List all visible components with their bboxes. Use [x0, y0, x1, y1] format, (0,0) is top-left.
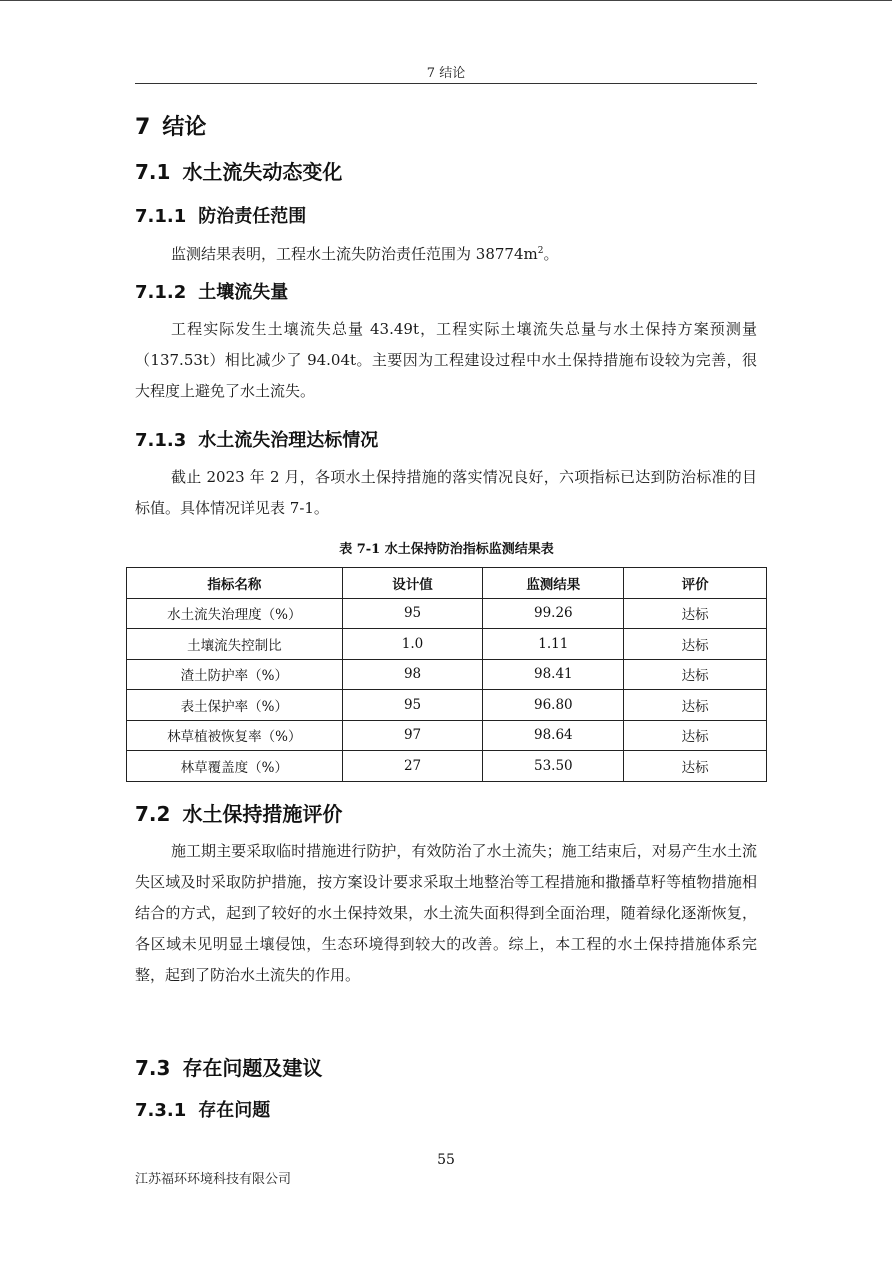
section-7-1-2-heading [135, 278, 288, 304]
section-number: 7.1.3 [135, 430, 187, 451]
table-row [127, 659, 767, 690]
paragraph-measure-evaluation: 施工期主要采取临时措施进行防护，有效防治了水土流失；施工结束后，对易产生水土流失区域及时采取防护措施，按方案设计要求采取土地整治等工程措施和撒播草籽等植物措施相结合的方式，起到了较好的水土保持效果，水土流失面积得到全面治理，随着绿化逐渐恢复，各区域未见明显土壤侵蚀，生态环境得到较大的改善。综上，本工程的水土保持措施体系完整，起到了防治水土流失的作用。 [135, 842, 757, 984]
section-number: 7.1 [135, 160, 171, 184]
paragraph-soil-loss: 工程实际发生土壤流失总量 43.49t，工程实际土壤流失总量与水土保持方案预测量（137.53t）相比减少了 94.04t。主要因为工程建设过程中水土保持措施布设较为完善，很大程度上避免了水土流失。 [135, 320, 757, 400]
section-title: 防治责任范围 [198, 206, 307, 227]
section-7-2-heading [135, 798, 342, 827]
table-cell: 林草覆盖度（%） [127, 751, 343, 782]
paragraph-end: 。 [543, 245, 559, 263]
chapter-number: 7 [135, 115, 151, 140]
paragraph-responsibility-range [135, 236, 757, 270]
page-top-border [0, 0, 892, 1]
table-cell: 98.64 [483, 720, 624, 751]
chapter-title: 结论 [162, 115, 207, 140]
table-cell: 1.11 [483, 629, 624, 660]
running-header: 7 结论 [426, 66, 466, 81]
paragraph-standard: 截止 2023 年 2 月，各项水土保持措施的落实情况良好，六项指标已达到防治标准的目标值。具体情况详见表 7-1。 [135, 468, 757, 517]
table-cell: 27 [342, 751, 483, 782]
footer-company-name: 江苏福环环境科技有限公司 [135, 1172, 292, 1187]
table-cell: 土壤流失控制比 [127, 629, 343, 660]
section-title: 水土保持措施评价 [182, 802, 343, 826]
table-cell: 达标 [624, 629, 767, 660]
header-rule [135, 83, 757, 84]
table-cell: 98.41 [483, 659, 624, 690]
table-cell: 达标 [624, 690, 767, 721]
table-cell: 达标 [624, 598, 767, 629]
table-cell: 达标 [624, 720, 767, 751]
table-row [127, 690, 767, 721]
table-cell: 95 [342, 598, 483, 629]
section-7-1-1-heading [135, 202, 306, 228]
section-number: 7.2 [135, 802, 171, 826]
paragraph-text: 监测结果表明，工程水土流失防治责任范围为 38774m [171, 245, 538, 263]
table-cell: 达标 [624, 659, 767, 690]
chapter-heading [135, 110, 206, 141]
section-title: 存在问题 [198, 1100, 271, 1121]
table-cell: 53.50 [483, 751, 624, 782]
table-row [127, 751, 767, 782]
header-cell: 评价 [624, 568, 767, 599]
section-7-1-3-heading [135, 426, 378, 452]
section-title: 水土流失动态变化 [182, 160, 343, 184]
section-number: 7.3 [135, 1056, 171, 1080]
section-number: 7.3.1 [135, 1100, 187, 1121]
table-cell: 水土流失治理度（%） [127, 598, 343, 629]
table-header-row [127, 568, 767, 599]
table-cell: 98 [342, 659, 483, 690]
table-cell: 99.26 [483, 598, 624, 629]
section-title: 水土流失治理达标情况 [198, 430, 379, 451]
table-title: 表 7-1 水土保持防治指标监测结果表 [339, 542, 554, 557]
section-title: 存在问题及建议 [182, 1056, 323, 1080]
section-7-3-heading [135, 1052, 322, 1081]
table-cell: 表土保护率（%） [127, 690, 343, 721]
section-number: 7.1.2 [135, 282, 187, 303]
header-cell: 监测结果 [483, 568, 624, 599]
header-cell: 设计值 [342, 568, 483, 599]
table-row [127, 629, 767, 660]
table-cell: 1.0 [342, 629, 483, 660]
table-cell: 达标 [624, 751, 767, 782]
table-cell: 97 [342, 720, 483, 751]
table-cell: 95 [342, 690, 483, 721]
header-cell: 指标名称 [127, 568, 343, 599]
section-title: 土壤流失量 [198, 282, 289, 303]
page-number: 55 [437, 1152, 455, 1168]
table-row [127, 598, 767, 629]
table-cell: 林草植被恢复率（%） [127, 720, 343, 751]
table-cell: 96.80 [483, 690, 624, 721]
table-row [127, 720, 767, 751]
section-7-1-heading [135, 156, 342, 185]
section-number: 7.1.1 [135, 206, 187, 227]
superscript: 2 [537, 246, 544, 256]
section-7-3-1-heading [135, 1096, 270, 1122]
table-cell: 渣土防护率（%） [127, 659, 343, 690]
results-table [126, 567, 767, 782]
